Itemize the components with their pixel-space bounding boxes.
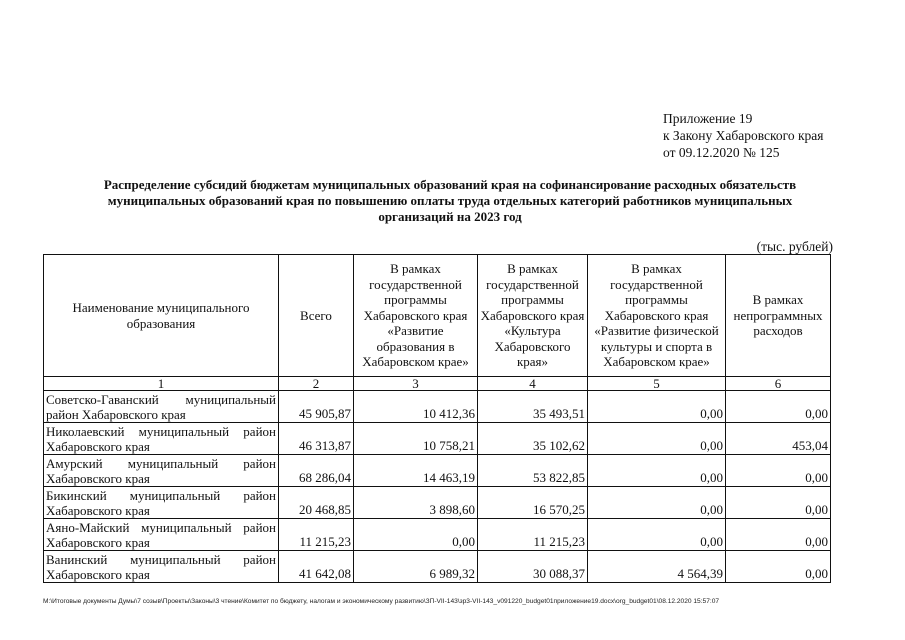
cell-nonprogram: 0,00 xyxy=(726,391,831,423)
cell-total: 46 313,87 xyxy=(279,423,354,455)
table-row xyxy=(44,551,831,583)
table-row xyxy=(44,519,831,551)
cell-education: 3 898,60 xyxy=(354,487,478,519)
cell-culture: 53 822,85 xyxy=(478,455,588,487)
table-row xyxy=(44,391,831,423)
appendix-law-reference: к Закону Хабаровского края xyxy=(663,128,824,143)
appendix-number: Приложение 19 xyxy=(663,111,753,126)
header-sport-program: В рамках государственной программы Хабаровского края «Развитие физической культуры и спорта в Хабаровском крае» xyxy=(588,255,726,377)
title-line-1: Распределение субсидий бюджетам муниципальных образований края на софинансирование расходных обязательств xyxy=(103,177,797,192)
cell-municipality-name: Советско-Гаванский муниципальный район Хабаровского края xyxy=(44,391,279,423)
cell-nonprogram: 453,04 xyxy=(726,423,831,455)
header-culture-program: В рамках государственной программы Хабаровского края «Культура Хабаровского края» xyxy=(478,255,588,377)
cell-total: 68 286,04 xyxy=(279,455,354,487)
cell-culture: 11 215,23 xyxy=(478,519,588,551)
header-total: Всего xyxy=(279,255,354,377)
cell-sport: 0,00 xyxy=(588,423,726,455)
units-label: (тыс. рублей) xyxy=(756,239,833,254)
column-number: 5 xyxy=(588,377,726,391)
table-row xyxy=(44,423,831,455)
cell-total: 20 468,85 xyxy=(279,487,354,519)
table-row xyxy=(44,487,831,519)
cell-sport: 0,00 xyxy=(588,519,726,551)
subsidy-table xyxy=(43,254,831,583)
cell-sport: 0,00 xyxy=(588,391,726,423)
cell-nonprogram: 0,00 xyxy=(726,551,831,583)
column-number: 6 xyxy=(726,377,831,391)
cell-total: 11 215,23 xyxy=(279,519,354,551)
cell-education: 10 758,21 xyxy=(354,423,478,455)
header-municipality-name: Наименование муниципального образования xyxy=(44,255,279,377)
column-number: 3 xyxy=(354,377,478,391)
cell-sport: 0,00 xyxy=(588,487,726,519)
cell-culture: 30 088,37 xyxy=(478,551,588,583)
appendix-header xyxy=(663,110,824,161)
cell-municipality-name: Амурский муниципальный район Хабаровского края xyxy=(44,455,279,487)
header-nonprogram: В рамках непрограммных расходов xyxy=(726,255,831,377)
cell-sport: 0,00 xyxy=(588,455,726,487)
title-line-3: организаций на 2023 год xyxy=(378,209,522,224)
cell-municipality-name: Ванинский муниципальный район Хабаровского края xyxy=(44,551,279,583)
cell-municipality-name: Бикинский муниципальный район Хабаровского края xyxy=(44,487,279,519)
cell-culture: 35 493,51 xyxy=(478,391,588,423)
cell-culture: 16 570,25 xyxy=(478,487,588,519)
cell-municipality-name: Аяно-Майский муниципальный район Хабаровского края xyxy=(44,519,279,551)
cell-culture: 35 102,62 xyxy=(478,423,588,455)
table-row xyxy=(44,455,831,487)
column-number: 4 xyxy=(478,377,588,391)
file-path-footer: М:\Итоговые документы Думы\7 созыв\Проекты\Законы\3 чтение\Комитет по бюджету, налогам и экономическому развитию\ЗП-VII-143\зр3-VII-143_v091220_budget01приложение19.docx\org_budget01\08.12.2020 15:57:07 xyxy=(43,598,720,605)
appendix-law-date: от 09.12.2020 № 125 xyxy=(663,145,780,160)
cell-education: 14 463,19 xyxy=(354,455,478,487)
cell-nonprogram: 0,00 xyxy=(726,487,831,519)
column-number: 2 xyxy=(279,377,354,391)
cell-sport: 4 564,39 xyxy=(588,551,726,583)
cell-education: 10 412,36 xyxy=(354,391,478,423)
cell-education: 6 989,32 xyxy=(354,551,478,583)
table-header-row xyxy=(44,255,831,377)
header-education-program: В рамках государственной программы Хабаровского края «Развитие образования в Хабаровском крае» xyxy=(354,255,478,377)
cell-municipality-name: Николаевский муниципальный район Хабаровского края xyxy=(44,423,279,455)
document-title xyxy=(50,177,850,225)
cell-nonprogram: 0,00 xyxy=(726,455,831,487)
cell-nonprogram: 0,00 xyxy=(726,519,831,551)
column-number: 1 xyxy=(44,377,279,391)
cell-education: 0,00 xyxy=(354,519,478,551)
cell-total: 45 905,87 xyxy=(279,391,354,423)
title-line-2: муниципальных образований края по повышению оплаты труда отдельных категорий работников муниципальных xyxy=(107,193,793,208)
column-number-row xyxy=(44,377,831,391)
cell-total: 41 642,08 xyxy=(279,551,354,583)
